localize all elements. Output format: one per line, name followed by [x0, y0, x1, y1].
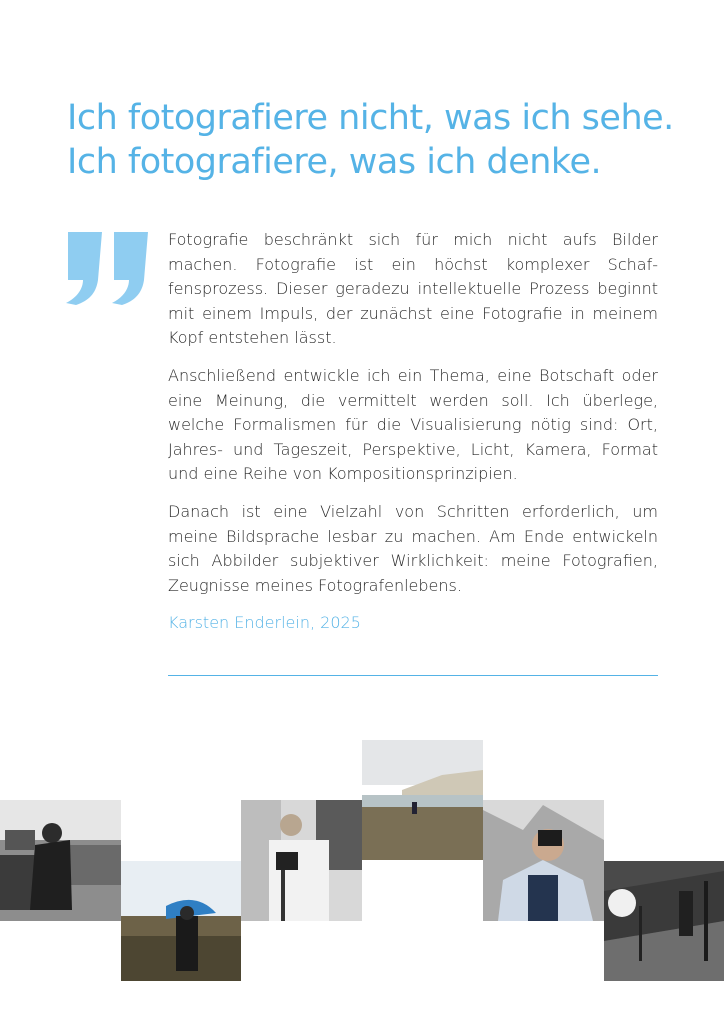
headline — [67, 96, 687, 184]
paragraph-1: Fotografie beschränkt sich für mich nicht aufs Bilder machen. Fotografie ist ein höchst komplexer Schaffensprozess. Dieser geradezu intellektuelle Prozess beginnt mit einem Impuls, der zunächst eine Fotografie in meinem Kopf entstehen lässt. — [168, 230, 658, 348]
photo-photographer-with-blue-umbrella — [121, 861, 241, 981]
photo-cliffs-coastline — [362, 740, 483, 860]
paragraph-3: Danach ist eine Vielzahl von Schritten erforderlich, um meine Bildsprache lesbar zu machen. Am Ende entwickeln sich Abbilder subjektiver Wirklichkeit: meine Fotografien, Zeugnisse meines Fotografenlebens. — [168, 501, 658, 595]
headline-line-1: Ich fotografiere nicht, was ich sehe. — [67, 98, 674, 138]
divider-line — [168, 675, 658, 676]
photo-photographer-with-medium-format-camera — [241, 800, 362, 921]
headline-line-2: Ich fotografiere, was ich denke. — [67, 142, 602, 182]
photo-photographer-with-view-camera — [0, 800, 121, 921]
body-text — [168, 228, 658, 635]
paragraph-2: Anschließend entwickle ich ein Thema, eine Botschaft oder eine Meinung, die vermittelt werden soll. Ich überlege, welche Formalismen für die Visualisierung nötig sind: Ort, Jahres- und Tageszeit, Perspektive, Licht, Kamera, Format und eine Reihe von Kompositionsprinzipien. — [168, 365, 658, 484]
closing-quotation-mark-icon — [66, 230, 150, 306]
photo-photographer-holding-camera — [483, 800, 604, 921]
signature: Karsten Enderlein, 2025 — [168, 613, 361, 633]
photo-studio-lighting-setup — [604, 861, 724, 981]
